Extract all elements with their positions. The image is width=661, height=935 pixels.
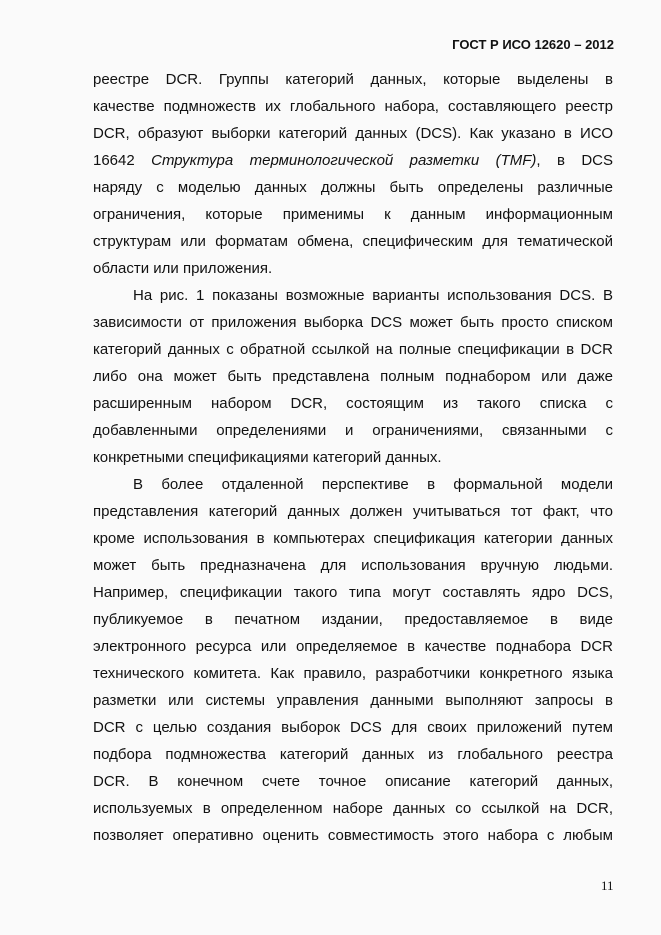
text-line: позволяет оперативно оценить совместимость этого набора с любым bbox=[93, 827, 613, 844]
page-body bbox=[93, 66, 613, 849]
page-number: 11 bbox=[601, 878, 614, 893]
standard-title: Структура терминологической разметки (TMF) bbox=[151, 152, 537, 169]
text-fragment: , в DCS bbox=[536, 152, 613, 169]
text-line: конкретными спецификациями категорий данных. bbox=[93, 449, 442, 466]
text-line: качестве подмножеств их глобального набора, составляющего реестр bbox=[93, 98, 613, 115]
text-line: используемых в определенном наборе данных со ссылкой на DCR, bbox=[93, 800, 613, 817]
text-line: добавленными определениями и ограничениями, связанными с bbox=[93, 422, 613, 439]
text-line: Например, спецификации такого типа могут составлять ядро DCS, bbox=[93, 584, 613, 601]
text-line: реестре DCR. Группы категорий данных, которые выделены в bbox=[93, 71, 613, 88]
text-line: В более отдаленной перспективе в формальной модели bbox=[133, 476, 613, 493]
text-line: ограничения, которые применимы к данным информационным bbox=[93, 206, 613, 223]
text-line: DCR с целью создания выборок DCS для своих приложений путем bbox=[93, 719, 613, 736]
text-line bbox=[93, 147, 613, 174]
text-line: разметки или системы управления данными выполняют запросы в bbox=[93, 692, 613, 709]
text-line: технического комитета. Как правило, разработчики конкретного языка bbox=[93, 665, 613, 682]
standard-number: 16642 bbox=[93, 152, 135, 169]
text-line: может быть предназначена для использования вручную людьми. bbox=[93, 557, 613, 574]
text-line: структурам или форматам обмена, специфическим для тематической bbox=[93, 233, 613, 250]
text-line: расширенным набором DCR, состоящим из такого списка с bbox=[93, 395, 613, 412]
text-line: На рис. 1 показаны возможные варианты использования DCS. В bbox=[133, 287, 613, 304]
document-header: ГОСТ Р ИСО 12620 – 2012 bbox=[452, 37, 614, 52]
text-line: публикуемое в печатном издании, предоставляемое в виде bbox=[93, 611, 613, 628]
text-line: зависимости от приложения выборка DCS может быть просто списком bbox=[93, 314, 613, 331]
text-line: наряду с моделью данных должны быть определены различные bbox=[93, 179, 613, 196]
text-line: представления категорий данных должен учитываться тот факт, что bbox=[93, 503, 613, 520]
text-line: категорий данных с обратной ссылкой на полные спецификации в DCR bbox=[93, 341, 613, 358]
text-line: DCR. В конечном счете точное описание категорий данных, bbox=[93, 773, 613, 790]
text-line: электронного ресурса или определяемое в качестве поднабора DCR bbox=[93, 638, 613, 655]
text-line: кроме использования в компьютерах спецификация категории данных bbox=[93, 530, 613, 547]
text-line: либо она может быть представлена полным поднабором или даже bbox=[93, 368, 613, 385]
text-line: подбора подмножества категорий данных из глобального реестра bbox=[93, 746, 613, 763]
text-line: DCR, образуют выборки категорий данных (DCS). Как указано в ИСО bbox=[93, 125, 613, 142]
text-line: области или приложения. bbox=[93, 260, 273, 277]
